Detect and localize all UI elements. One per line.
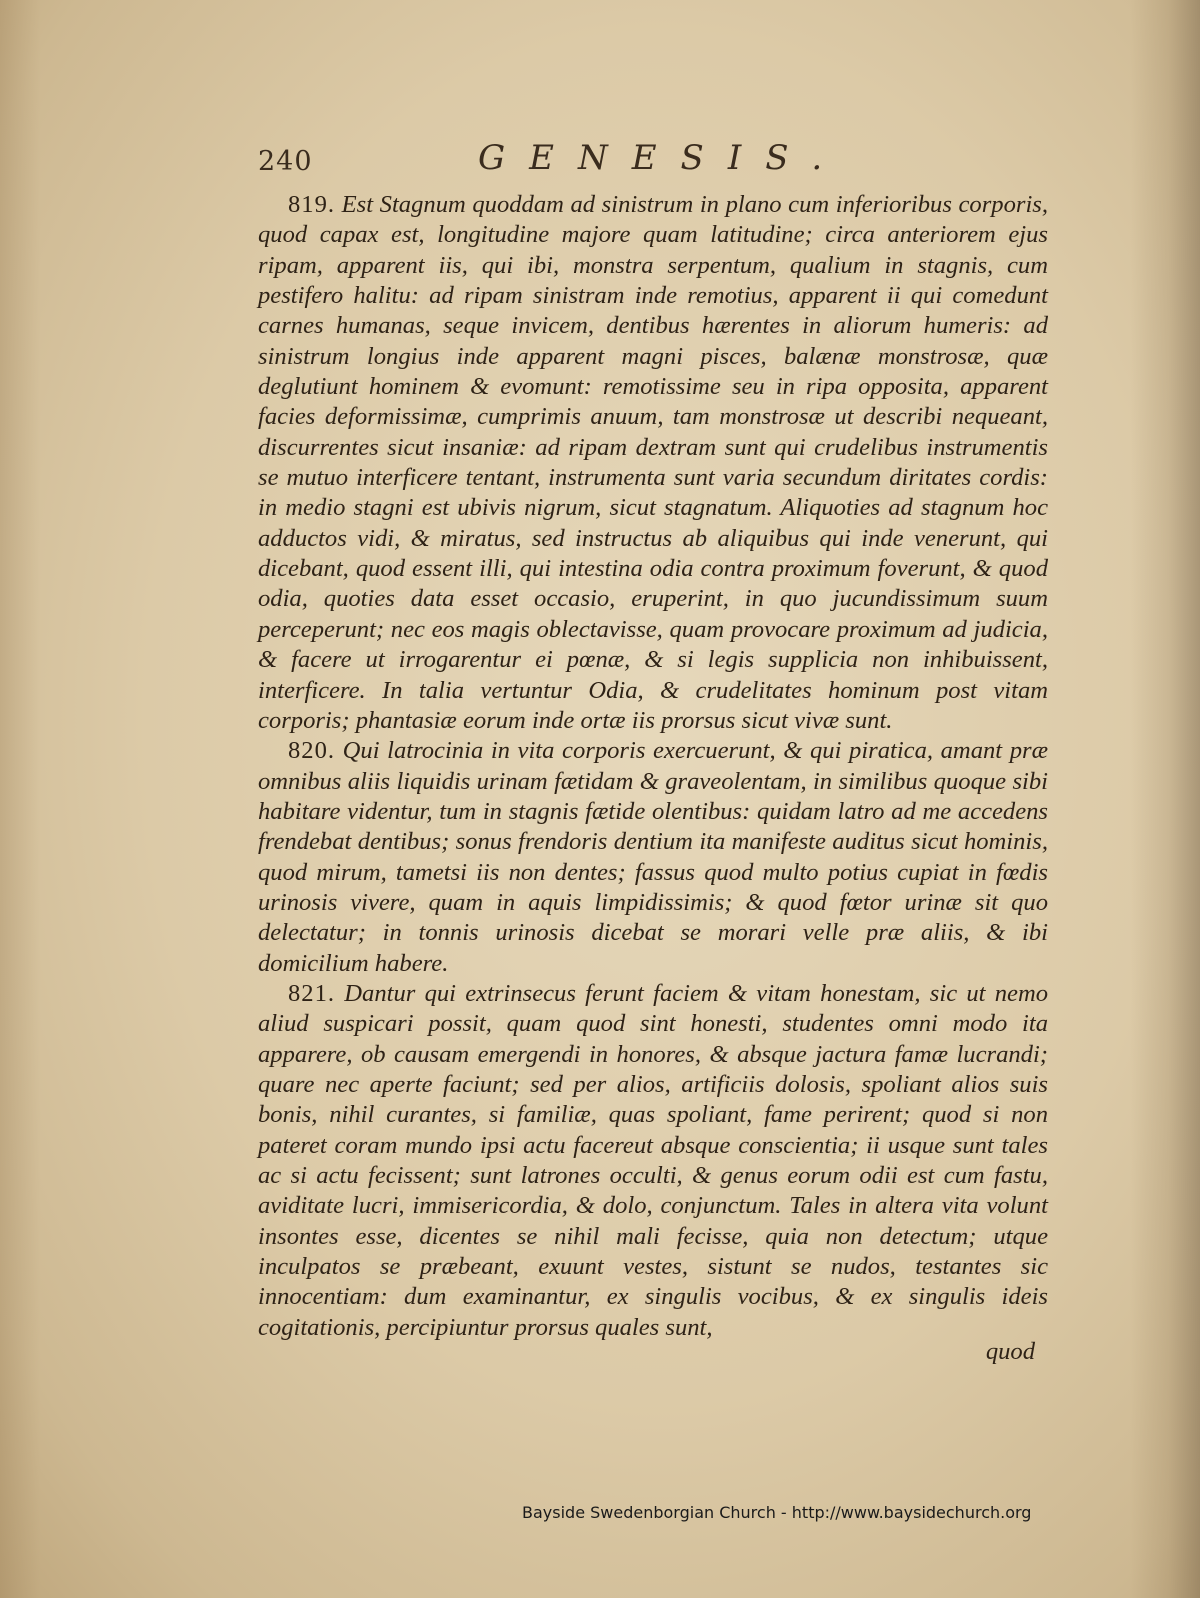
page-number: 240 xyxy=(258,146,313,177)
gutter-shadow xyxy=(1130,0,1200,1598)
paragraph-number: 821. xyxy=(288,979,336,1007)
catchword: quod xyxy=(985,1338,1035,1365)
paragraph-821 xyxy=(258,979,1048,1343)
paragraph-text: Qui latrocinia in vita corporis exercuerunt, & qui piratica, amant præ omnibus aliis liquidis urinam fætidam & graveolentam, in similibus quoque sibi habitare videntur, tum in stagnis fætide olentibus: quidam latro ad me accedens frendebat dentibus; sonus frendoris dentium ita manifeste auditus sicut hominis, quod mirum, tametsi iis non dentes; fassus quod multo potius cupiat in fœdis urinosis vivere, quam in aquis limpidissimis; & quod fœtor urinæ sit quo delectatur; in tonnis urinosis dicebat se morari velle præ aliis, & ibi domicilium habere. xyxy=(258,737,1048,977)
body-text xyxy=(258,190,1048,1343)
paragraph-819 xyxy=(258,190,1048,736)
paragraph-number: 819. xyxy=(288,191,336,218)
paragraph-number: 820. xyxy=(288,737,336,765)
paragraph-text: Est Stagnum quoddam ad sinistrum in plano cum inferioribus corporis, quod capax est, longitudine majore quam latitudine; circa anteriorem ejus ripam, apparent iis, qui ibi, monstra serpentum, qualium in stagnis, cum pestifero halitu: ad ripam sinistram inde remotius, apparent ii qui comedunt carnes humanas, seque invicem, dentibus hærentes in aliorum humeris: ad sinistrum longius inde apparent magni pisces, balænæ monstrosæ, quæ deglutiunt hominem & evomunt: remotissime seu in ripa opposita, apparent facies deformissimæ, cumprimis anuum, tam monstrosæ ut describi nequeant, discurrentes sicut insaniæ: ad ripam dextram sunt qui crudelibus instrumentis se mutuo interficere tentant, instrumenta sunt varia secundum diritates cordis: in medio stagni est ubivis nigrum, sicut stagnatum. Aliquoties ad stagnum hoc adductos vidi, & miratus, sed instructus ab aliquibus qui inde venerunt, qui dicebant, quod essent illi, qui intestina odia contra proximum foverunt, & quod odia, quoties data esset occasio, eruperint, in quo jucundissimum suum perceperunt; nec eos magis oblectavisse, quam provocare proximum ad judicia, & facere ut irrogarentur ei pœnæ, & si legis supplicia non inhibuissent, interficere. In talia vertuntur Odia, & crudelitates hominum post vitam corporis; phantasiæ eorum inde ortæ iis prorsus sicut vivæ sunt. xyxy=(258,191,1048,734)
paragraph-text: Dantur qui extrinsecus ferunt faciem & vitam honestam, sic ut nemo aliud suspicari possit, quam quod sint honesti, studentes omni modo ita apparere, ob causam emergendi in honores, & absque jactura famæ lucrandi; quare nec aperte faciunt; sed per alios, artificiis dolosis, spoliant alios suis bonis, nihil curantes, si familiæ, quas spoliant, fame perirent; quod si non pateret coram mundo ipsi actu facereut absque conscientia; ii usque sunt tales ac si actu fecissent; sunt latrones occulti, & genus eorum odii est cum fastu, aviditate lucri, immisericordia, & dolo, conjunctum. Tales in altera vita volunt insontes esse, dicentes se nihil mali fecisse, quia non detectum; utque inculpatos se præbeant, exuunt vestes, sistunt se nudos, testantes sic innocentiam: dum examinantur, ex singulis vocibus, & ex singulis ideis cogitationis, percipiuntur prorsus quales sunt, xyxy=(258,979,1049,1341)
running-title: GENESIS. xyxy=(478,138,847,178)
page-edge-shading xyxy=(0,0,40,1598)
page-header xyxy=(258,138,1058,188)
paragraph-820 xyxy=(258,736,1048,979)
watermark-credit: Bayside Swedenborgian Church - http://www.baysidechurch.org xyxy=(522,1503,1032,1522)
